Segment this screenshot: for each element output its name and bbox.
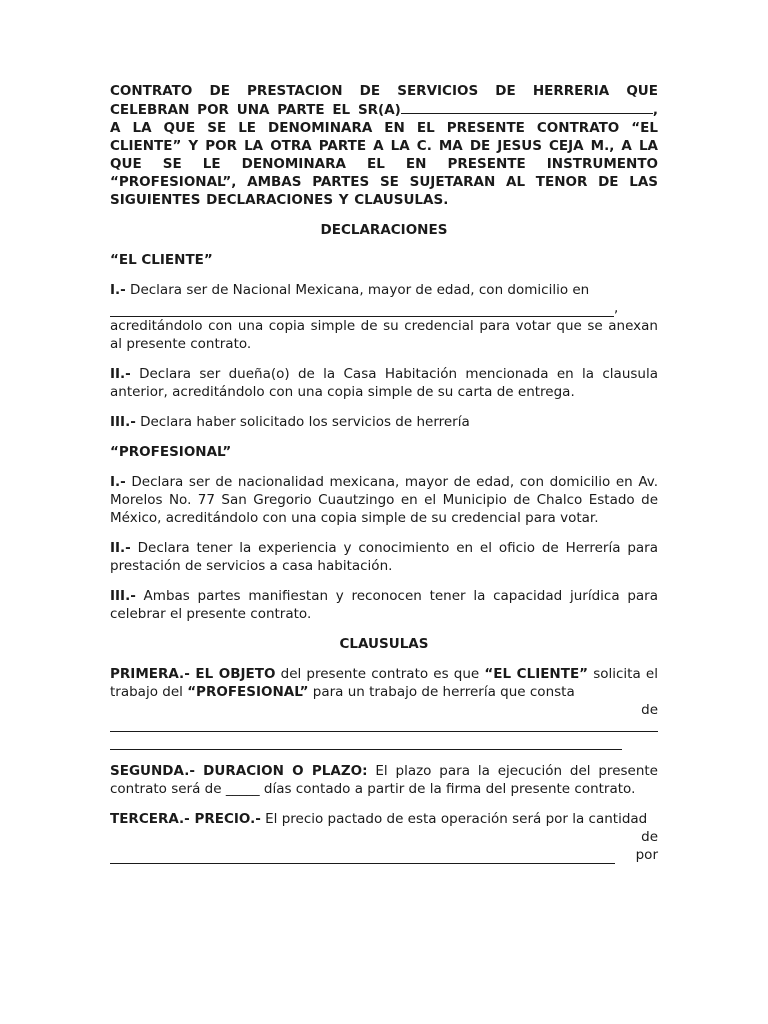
profesional-declaration-3 <box>110 587 658 623</box>
clausula-bold-text: “PROFESIONAL” <box>187 684 309 700</box>
declaration-number: III.- <box>110 588 136 604</box>
clausula-text: de <box>641 702 658 718</box>
declaration-text: Declara tener la experiencia y conocimiento en el oficio de Herrería para prestación de servicios a casa habitación. <box>110 540 658 574</box>
clausula-text: de <box>641 829 658 845</box>
clausula-segunda <box>110 762 658 798</box>
clausula-text: días contado a partir de la firma del presente contrato. <box>259 781 636 797</box>
profesional-heading: “PROFESIONAL” <box>110 444 232 460</box>
objeto-blank-1 <box>110 719 658 732</box>
clausula-text: El plazo para la ejecución del presente contrato será de <box>110 763 658 797</box>
declaration-text: Declara ser dueña(o) de la Casa Habitación mencionada en la clausula anterior, acreditándolo con una copia simple de su carta de entrega. <box>110 366 658 400</box>
objeto-blank-row-2 <box>110 732 658 750</box>
client-name-blank <box>401 100 653 114</box>
domicilio-blank-row <box>110 299 658 317</box>
title-part-1: CONTRATO DE PRESTACION DE SERVICIOS DE HERRERIA QUE CELEBRAN POR UNA PARTE EL SR(A) <box>110 83 658 118</box>
clausula-primera <box>110 665 658 701</box>
declaration-number: II.- <box>110 540 131 556</box>
contract-page <box>110 82 658 864</box>
declaration-text-cont: acreditándolo con una copia simple de su credencial para votar que se anexan al presente contrato. <box>110 318 658 352</box>
declaration-text: , <box>614 300 619 316</box>
declaration-text: Declara ser de Nacional Mexicana, mayor de edad, con domicilio en <box>125 282 590 298</box>
cliente-heading: “EL CLIENTE” <box>110 252 213 268</box>
clausula-tercera <box>110 810 658 828</box>
clausula-text: para un trabajo de herrería que consta <box>308 684 575 700</box>
clausula-text: El precio pactado de esta operación será por la cantidad <box>260 811 648 827</box>
declaration-text: Declara ser de nacionalidad mexicana, mayor de edad, con domicilio en Av. Morelos No. 77 San Gregorio Cuautzingo en el Municipio de Chalco Estado de México, acreditándolo con una copia simple de su credencial para votar. <box>110 474 658 526</box>
clausula-text: del presente contrato es que <box>275 666 485 682</box>
clausula-label: PRIMERA.- EL OBJETO <box>110 666 276 682</box>
declaration-number: I.- <box>110 474 126 490</box>
clausula-label: TERCERA.- PRECIO.- <box>110 811 261 827</box>
cliente-declaration-2 <box>110 365 658 401</box>
clausula-text: solicita el trabajo del <box>110 666 658 700</box>
clausulas-heading: CLAUSULAS <box>339 636 429 652</box>
contract-title <box>110 82 658 209</box>
precio-blank-row <box>110 846 658 864</box>
plazo-days-blank: _____ <box>225 781 260 797</box>
clausula-text: por <box>635 847 658 863</box>
declaration-text: Declara haber solicitado los servicios de herrería <box>135 414 470 430</box>
cliente-declaration-3 <box>110 413 658 431</box>
objeto-blank-2 <box>110 737 622 750</box>
declaration-number: II.- <box>110 366 131 382</box>
declaraciones-heading: DECLARACIONES <box>320 222 448 238</box>
cliente-declaration-1 <box>110 281 658 299</box>
declaration-text: Ambas partes manifiestan y reconocen tener la capacidad jurídica para celebrar el presente contrato. <box>110 588 658 622</box>
declaration-number: III.- <box>110 414 136 430</box>
clausula-label: SEGUNDA.- DURACION O PLAZO: <box>110 763 368 779</box>
precio-blank <box>110 851 615 864</box>
profesional-declaration-1 <box>110 473 658 527</box>
profesional-declaration-2 <box>110 539 658 575</box>
clausula-bold-text: “EL CLIENTE” <box>484 666 589 682</box>
title-part-2: , A LA QUE SE LE DENOMINARA EN EL PRESENTE CONTRATO “EL CLIENTE” Y POR LA OTRA PARTE A LA C. MA DE JESUS CEJA M., A LA QUE SE LE DENOMINARA EL EN PRESENTE INSTRUMENTO “PROFESIONAL”, AMBAS PARTES SE SUJETARAN AL TENOR DE LAS SIGUIENTES DECLARACIONES Y CLAUSULAS. <box>110 102 658 208</box>
domicilio-blank <box>110 304 614 317</box>
declaration-number: I.- <box>110 282 126 298</box>
